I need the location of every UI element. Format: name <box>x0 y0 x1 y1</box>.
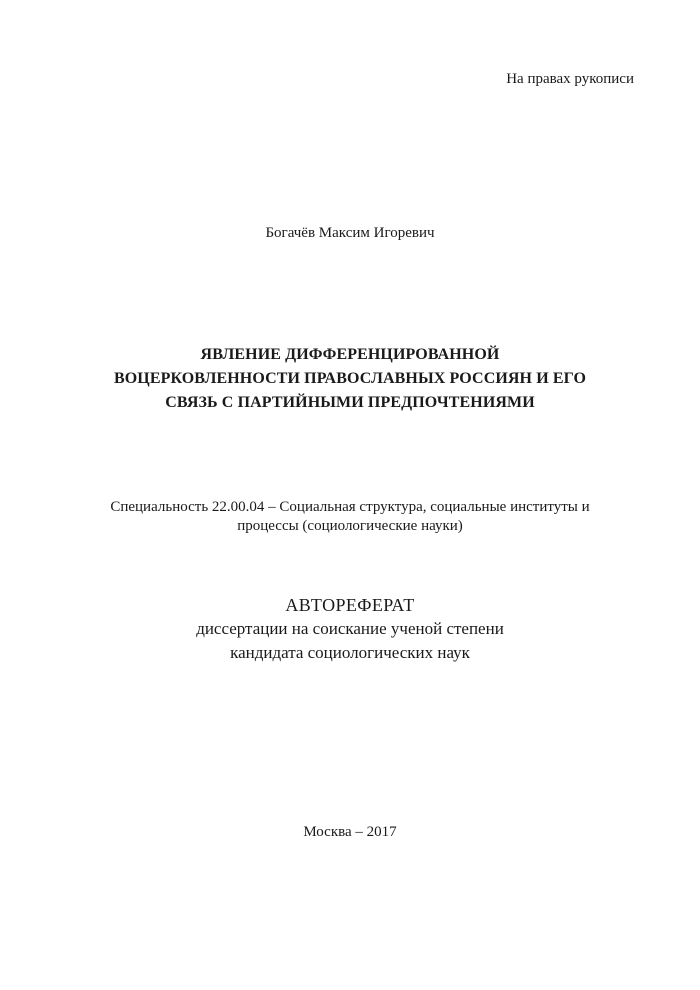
specialty-line: процессы (социологические науки) <box>237 518 463 534</box>
abstract-line: диссертации на соискание ученой степени <box>196 619 504 638</box>
abstract-block <box>0 593 700 665</box>
author-name: Богачёв Максим Игоревич <box>265 225 435 241</box>
city-year: Москва – 2017 <box>303 824 397 840</box>
specialty-line: Специальность 22.00.04 – Социальная структура, социальные институты и <box>110 499 590 515</box>
abstract-line: кандидата социологических наук <box>230 643 470 662</box>
specialty-block <box>0 498 700 536</box>
abstract-label: АВТОРЕФЕРАТ <box>285 595 415 615</box>
manuscript-rights-note: На правах рукописи <box>506 71 634 87</box>
dissertation-title <box>0 343 700 415</box>
title-line: ЯВЛЕНИЕ ДИФФЕРЕНЦИРОВАННОЙ <box>200 346 500 363</box>
title-line: СВЯЗЬ С ПАРТИЙНЫМИ ПРЕДПОЧТЕНИЯМИ <box>165 394 535 411</box>
title-line: ВОЦЕРКОВЛЕННОСТИ ПРАВОСЛАВНЫХ РОССИЯН И ЕГО <box>113 370 587 387</box>
